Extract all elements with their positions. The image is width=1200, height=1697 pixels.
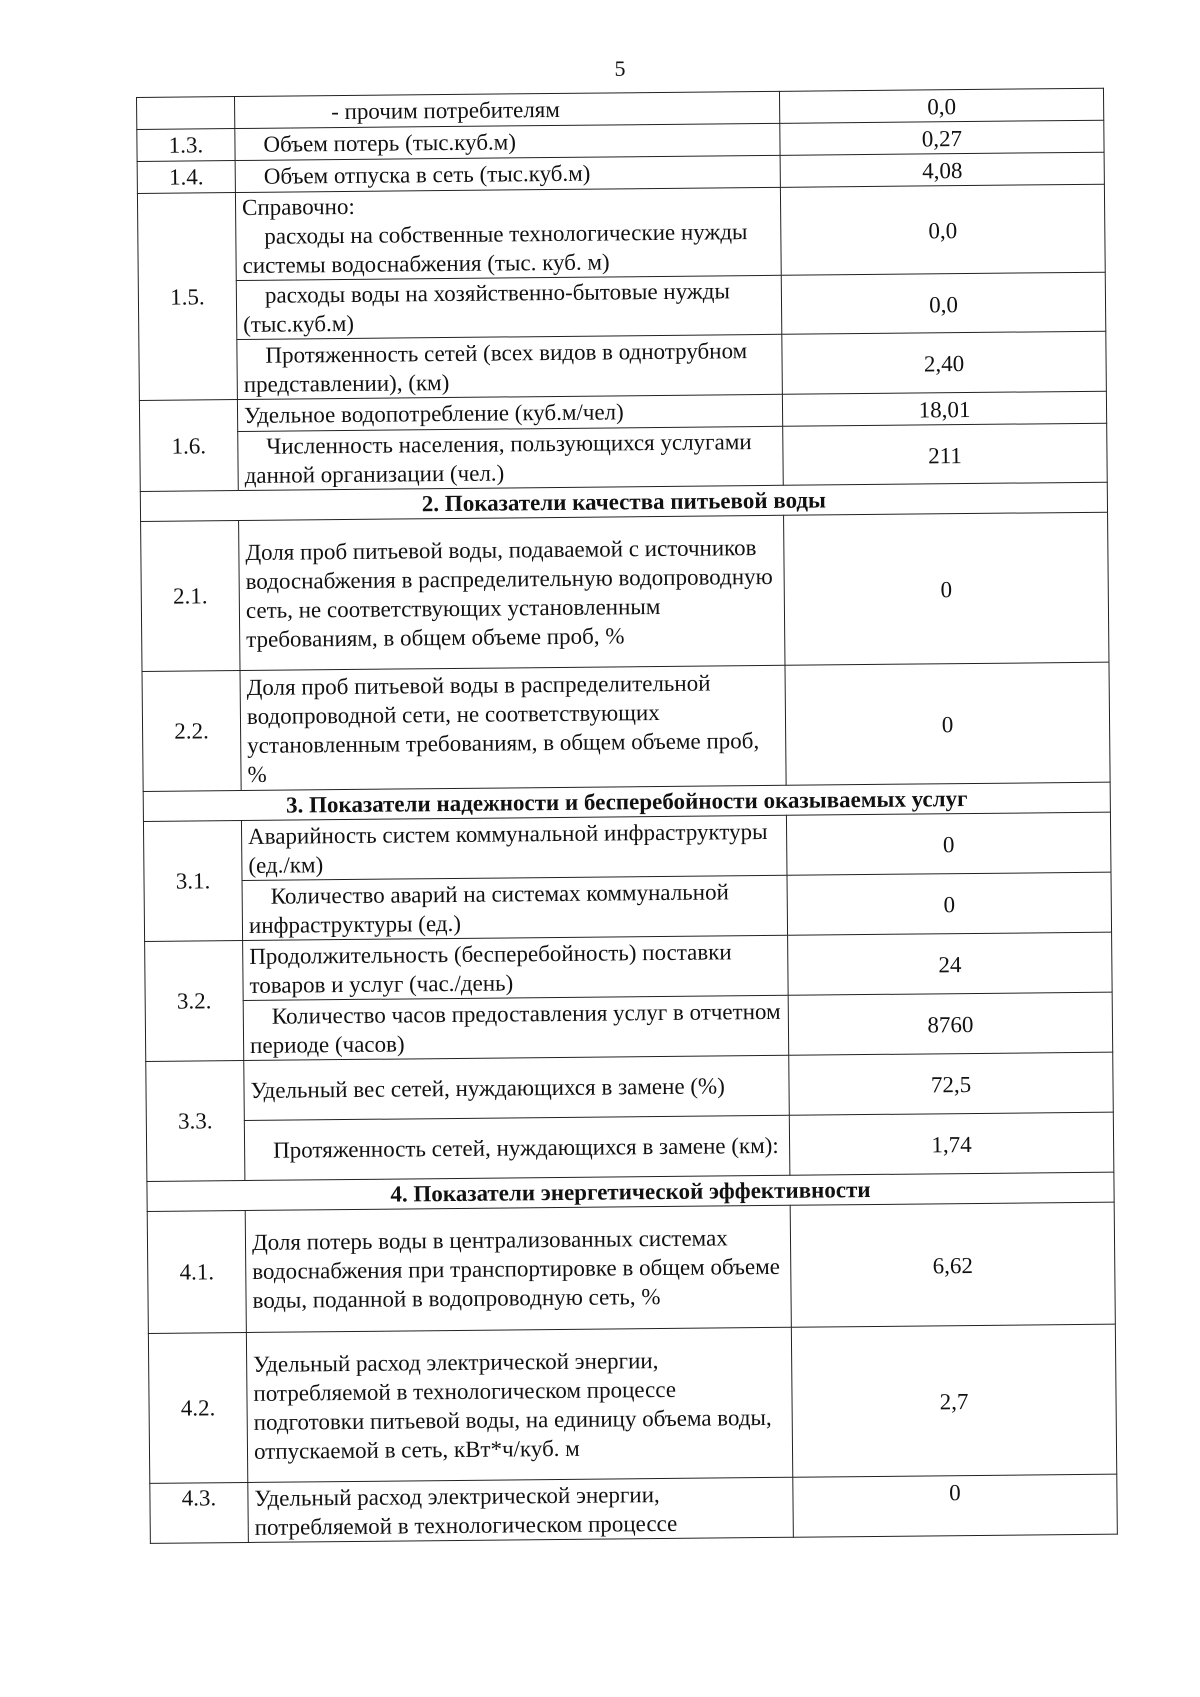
row-value: 0 bbox=[793, 1474, 1118, 1537]
table-row bbox=[144, 872, 1112, 941]
row-number: 4.1. bbox=[147, 1211, 246, 1334]
page-number: 5 bbox=[614, 56, 626, 81]
row-text-cell bbox=[235, 187, 781, 280]
row-value: 0 bbox=[785, 662, 1110, 785]
section-heading: 2. Показатели качества питьевой воды bbox=[140, 482, 1107, 521]
table-row bbox=[143, 812, 1111, 881]
row-value: 8760 bbox=[788, 992, 1113, 1055]
row-number: 4.3. bbox=[150, 1482, 249, 1543]
section-heading: 3. Показатели надежности и бесперебойности оказываемых услуг bbox=[143, 782, 1110, 821]
indicators-table bbox=[136, 88, 1118, 1544]
row-text: Количество часов предоставления услуг в отчетном периоде (часов) bbox=[243, 995, 789, 1060]
row-text: Объем потерь (тыс.куб.м) bbox=[235, 123, 780, 160]
row-text: расходы воды на хозяйственно-бытовые нужды (тыс.куб.м) bbox=[236, 275, 782, 339]
row-number: 2.1. bbox=[141, 521, 240, 672]
row-number: 2.2. bbox=[142, 671, 241, 792]
table-row bbox=[147, 1202, 1115, 1333]
row-number bbox=[137, 97, 235, 130]
table-row bbox=[150, 1474, 1118, 1543]
row-value: 0,27 bbox=[780, 120, 1104, 155]
row-text: Доля проб питьевой воды в распределительной водопроводной сети, не соответствующих установленным требованиям, в общем объеме проб, % bbox=[240, 665, 786, 790]
row-value: 0 bbox=[784, 512, 1109, 665]
row-value: 72,5 bbox=[789, 1052, 1114, 1115]
table-row bbox=[140, 423, 1108, 491]
row-number: 1.5. bbox=[137, 193, 237, 401]
row-text: Доля потерь воды в централизованных системах водоснабжения при транспортировке в общем объеме воды, поданной в водопроводную сеть, % bbox=[245, 1205, 791, 1332]
row-value: 0 bbox=[786, 812, 1111, 875]
table-row bbox=[138, 272, 1106, 340]
table-row bbox=[146, 1052, 1114, 1121]
row-number: 3.2. bbox=[145, 941, 244, 1062]
row-text: Доля проб питьевой воды, подаваемой с источников водоснабжения в распределительную водопроводную сеть, не соответствующих установленным требованиям, в общем объеме проб, % bbox=[239, 515, 785, 670]
row-value: 0,0 bbox=[780, 184, 1105, 275]
row-text: Удельный расход электрической энергии, потребляемой в технологическом процессе подготовки питьевой воды, на единицу объема воды, отпускаемой в сеть, кВт*ч/куб. м bbox=[246, 1327, 792, 1482]
row-number: 1.6. bbox=[139, 400, 238, 492]
row-text: Продолжительность (бесперебойность) поставки товаров и услуг (час./день) bbox=[243, 935, 789, 1000]
row-text: Протяженность сетей (всех видов в однотрубном представлении), (км) bbox=[237, 334, 783, 399]
row-text: расходы на собственные технологические нужды системы водоснабжения (тыс. куб. м) bbox=[242, 219, 748, 278]
table-row bbox=[146, 1112, 1114, 1181]
table-row bbox=[142, 662, 1110, 791]
row-text: Удельный расход электрической энергии, потребляемой в технологическом процессе bbox=[248, 1477, 794, 1542]
row-text: Удельное водопотребление (куб.м/чел) bbox=[237, 394, 782, 431]
row-value: 6,62 bbox=[790, 1202, 1115, 1327]
row-number: 3.3. bbox=[146, 1061, 245, 1182]
row-value: 211 bbox=[783, 423, 1108, 485]
row-number: 4.2. bbox=[148, 1332, 247, 1483]
row-number: 3.1. bbox=[143, 821, 242, 942]
row-text: Объем отпуска в сеть (тыс.куб.м) bbox=[235, 155, 780, 192]
row-text: - прочим потребителям bbox=[235, 91, 780, 128]
row-heading: Справочно: bbox=[241, 193, 355, 220]
row-value: 4,08 bbox=[780, 152, 1104, 187]
row-value: 18,01 bbox=[782, 391, 1106, 426]
row-text: Удельный вес сетей, нуждающихся в замене (%) bbox=[244, 1055, 790, 1120]
row-value: 2,40 bbox=[782, 331, 1107, 394]
row-value: 0,0 bbox=[779, 88, 1103, 123]
table-row bbox=[137, 184, 1105, 281]
table-row bbox=[139, 331, 1107, 400]
row-text: Численность населения, пользующихся услугами данной организации (чел.) bbox=[238, 426, 784, 490]
row-value: 0,0 bbox=[781, 272, 1106, 334]
section-heading: 4. Показатели энергетической эффективности bbox=[147, 1172, 1114, 1211]
row-value: 1,74 bbox=[789, 1112, 1114, 1175]
row-value: 24 bbox=[788, 932, 1113, 995]
row-value: 2,7 bbox=[791, 1324, 1116, 1477]
row-text: Количество аварий на системах коммунальной инфраструктуры (ед.) bbox=[242, 875, 788, 940]
table-row bbox=[145, 992, 1113, 1061]
row-number: 1.4. bbox=[137, 161, 235, 194]
table-row bbox=[141, 512, 1109, 671]
row-number: 1.3. bbox=[137, 129, 235, 162]
row-value: 0 bbox=[787, 872, 1112, 935]
row-text: Протяженность сетей, нуждающихся в замене (км): bbox=[244, 1115, 790, 1180]
table-row bbox=[145, 932, 1113, 1001]
row-text: Аварийность систем коммунальной инфраструктуры (ед./км) bbox=[241, 815, 787, 880]
table-row bbox=[148, 1324, 1116, 1483]
indicators-table-container bbox=[136, 88, 1117, 1544]
